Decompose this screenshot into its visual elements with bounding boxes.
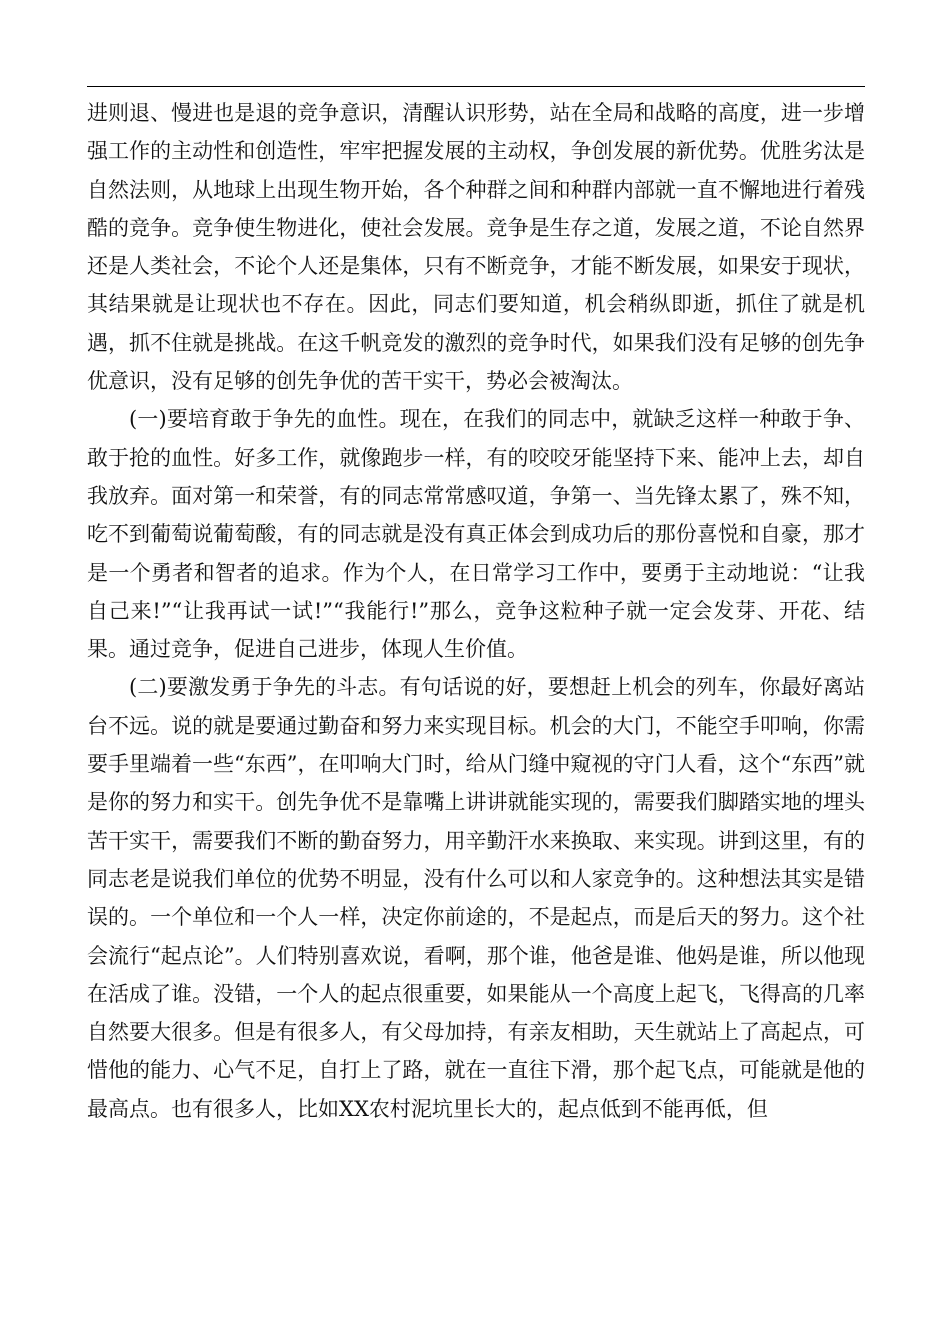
body-paragraph-1: 进则退、慢进也是退的竞争意识，清醒认识形势，站在全局和战略的高度，进一步增强工作的主动性和创造性，牢牢把握发展的主动权，争创发展的新优势。优胜劣汰是自然法则，从地球上出现生物开始，各个种群之间和种群内部就一直不懈地进行着残酷的竞争。竞争使生物进化，使社会发展。竞争是生存之道，发展之道，不论自然界还是人类社会，不论个人还是集体，只有不断竞争，才能不断发展，如果安于现状，其结果就是让现状也不存在。因此，同志们要知道，机会稍纵即逝，抓住了就是机遇，抓不住就是挑战。在这千帆竞发的激烈的竞争时代，如果我们没有足够的创先争优意识，没有足够的创先争优的苦干实干，势必会被淘汰。 bbox=[87, 101, 865, 394]
header-rule bbox=[87, 86, 865, 87]
body-paragraph-2: (一)要培育敢于争先的血性。现在，在我们的同志中，就缺乏这样一种敢于争、敢于抢的血性。好多工作，就像跑步一样，有的咬咬牙能坚持下来、能冲上去，却自我放弃。面对第一和荣誉，有的同志常常感叹道，争第一、当先锋太累了，殊不知，吃不到葡萄说葡萄酸，有的同志就是没有真正体会到成功后的那份喜悦和自豪，那才是一个勇者和智者的追求。作为个人，在日常学习工作中，要勇于主动地说：“让我自己来!”“让我再试一试!”“我能行!”那么，竞争这粒种子就一定会发芽、开花、结果。通过竞争，促进自己进步，体现人生价值。 bbox=[87, 407, 865, 662]
body-paragraph-3: (二)要激发勇于争先的斗志。有句话说的好，要想赶上机会的列车，你最好离站台不远。说的就是要通过勤奋和努力来实现目标。机会的大门，不能空手叩响，你需要手里端着一些“东西”，在叩响大门时，给从门缝中窥视的守门人看，这个“东西”就是你的努力和实干。创先争优不是靠嘴上讲讲就能实现的，需要我们脚踏实地的埋头苦干实干，需要我们不断的勤奋努力，用辛勤汗水来换取、来实现。讲到这里，有的同志老是说我们单位的优势不明显，没有什么可以和人家竞争的。这种想法其实是错误的。一个单位和一个人一样，决定你前途的，不是起点，而是后天的努力。这个社会流行“起点论”。人们特别喜欢说，看啊，那个谁，他爸是谁、他妈是谁，所以他现在活成了谁。没错，一个人的起点很重要，如果能从一个高度上起飞，飞得高的几率自然要大很多。但是有很多人，有父母加持，有亲友相助，天生就站上了高起点，可惜他的能力、心气不足，自打上了路，就在一直往下滑，那个起飞点，可能就是他的最高点。也有很多人，比如XX农村泥坑里长大的，起点低到不能再低，但 bbox=[87, 675, 865, 1121]
document-body bbox=[87, 94, 865, 1128]
